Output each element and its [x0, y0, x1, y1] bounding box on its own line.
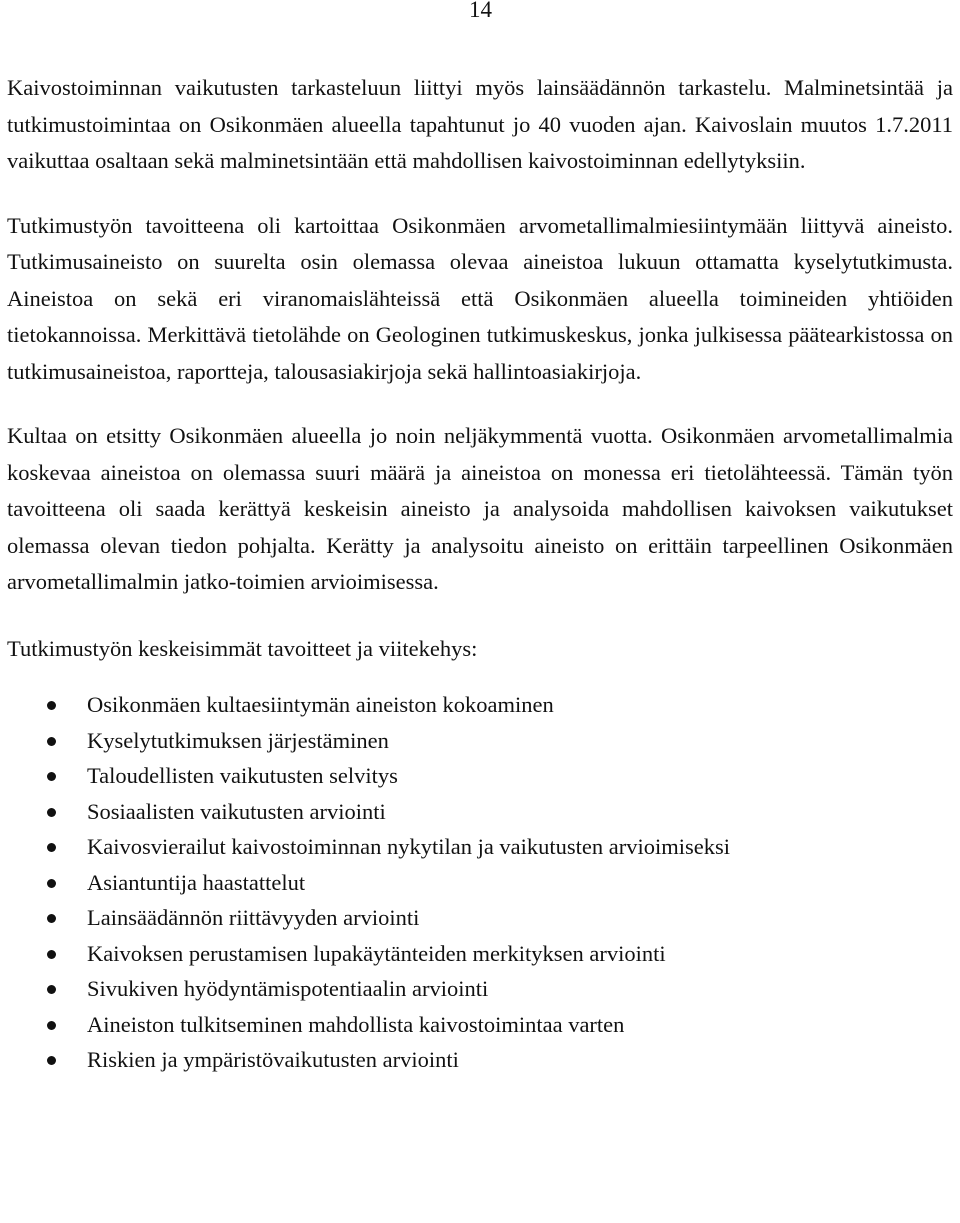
- bullet-icon: [47, 879, 56, 888]
- paragraph-research-goal: Tutkimustyön tavoitteena oli kartoittaa Osikonmäen arvometallimalmiesiintymään liittyvä aineisto. Tutkimusaineisto on suurelta osin olemassa olevaa aineistoa lukuun ottamatta kyselytutkimusta. Aineistoa on sekä eri viranomaislähteissä että Osikonmäen alueella toimineiden yhtiöiden tietokannoissa. Merkittävä tietolähde on Geologinen tutkimuskeskus, jonka julkisessa päätearkistossa on tutkimusaineistoa, raportteja, talousasiakirjoja sekä hallintoasiakirjoja.: [7, 212, 953, 384]
- bullet-icon: [47, 737, 56, 746]
- list-item-text: Kyselytutkimuksen järjestäminen: [87, 727, 389, 753]
- list-item: [7, 687, 953, 723]
- objectives-list: [7, 687, 953, 1078]
- list-item: [7, 723, 953, 759]
- list-item: [7, 1007, 953, 1043]
- bullet-icon: [47, 843, 56, 852]
- list-item-text: Lainsäädännön riittävyyden arviointi: [87, 905, 420, 930]
- list-item: [7, 865, 953, 901]
- list-item-text: Sosiaalisten vaikutusten arviointi: [87, 798, 386, 824]
- list-item-text: Riskien ja ympäristövaikutusten arviointi: [87, 1047, 459, 1072]
- bullet-icon: [47, 950, 56, 959]
- list-item-text: Kaivosvierailut kaivostoiminnan nykytilan ja vaikutusten arvioimiseksi: [87, 834, 731, 859]
- bullet-icon: [47, 914, 56, 923]
- list-item: [7, 794, 953, 830]
- list-item-text: Osikonmäen kultaesiintymän aineiston kokoaminen: [87, 692, 554, 717]
- bullet-icon: [47, 985, 56, 994]
- bullet-icon: [47, 701, 56, 710]
- document-body: [7, 70, 953, 1078]
- bullet-icon: [47, 772, 56, 781]
- list-item-text: Sivukiven hyödyntämispotentiaalin arviointi: [87, 976, 489, 1001]
- list-item: [7, 829, 953, 865]
- list-item-text: Aineiston tulkitseminen mahdollista kaivostoimintaa varten: [87, 1011, 625, 1037]
- list-item: [7, 900, 953, 936]
- list-item-text: Taloudellisten vaikutusten selvitys: [87, 763, 398, 788]
- list-item-text: Kaivoksen perustamisen lupakäytänteiden merkityksen arviointi: [87, 940, 666, 966]
- bullet-icon: [47, 808, 56, 817]
- bullet-icon: [47, 1021, 56, 1030]
- paragraph-gold-exploration: Kultaa on etsitty Osikonmäen alueella jo noin neljäkymmentä vuotta. Osikonmäen arvometallimalmia koskevaa aineistoa on olemassa suuri määrä ja aineistoa on monessa eri tietolähteessä. Tämän työn tavoitteena oli saada kerättyä keskeisin aineisto ja analysoida mahdollisen kaivoksen vaikutukset olemassa olevan tiedon pohjalta. Kerätty ja analysoitu aineisto on erittäin tarpeellinen Osikonmäen arvometallimalmin jatko-toimien arvioimisessa.: [7, 423, 953, 594]
- page-number: 14: [469, 0, 492, 22]
- list-item: [7, 936, 953, 972]
- bullet-icon: [47, 1056, 56, 1065]
- list-item-text: Asiantuntija haastattelut: [87, 869, 306, 895]
- paragraph-legislation: Kaivostoiminnan vaikutusten tarkasteluun liittyi myös lainsäädännön tarkastelu. Malminetsintää ja tutkimustoimintaa on Osikonmäen alueella tapahtunut jo 40 vuoden ajan. Kaivoslain muutos 1.7.2011 vaikuttaa osaltaan sekä malminetsintään että mahdollisen kaivostoiminnan edellytyksiin.: [7, 75, 953, 173]
- list-heading: Tutkimustyön keskeisimmät tavoitteet ja viitekehys:: [7, 635, 478, 661]
- list-item: [7, 1042, 953, 1078]
- list-item: [7, 971, 953, 1007]
- list-item: [7, 758, 953, 794]
